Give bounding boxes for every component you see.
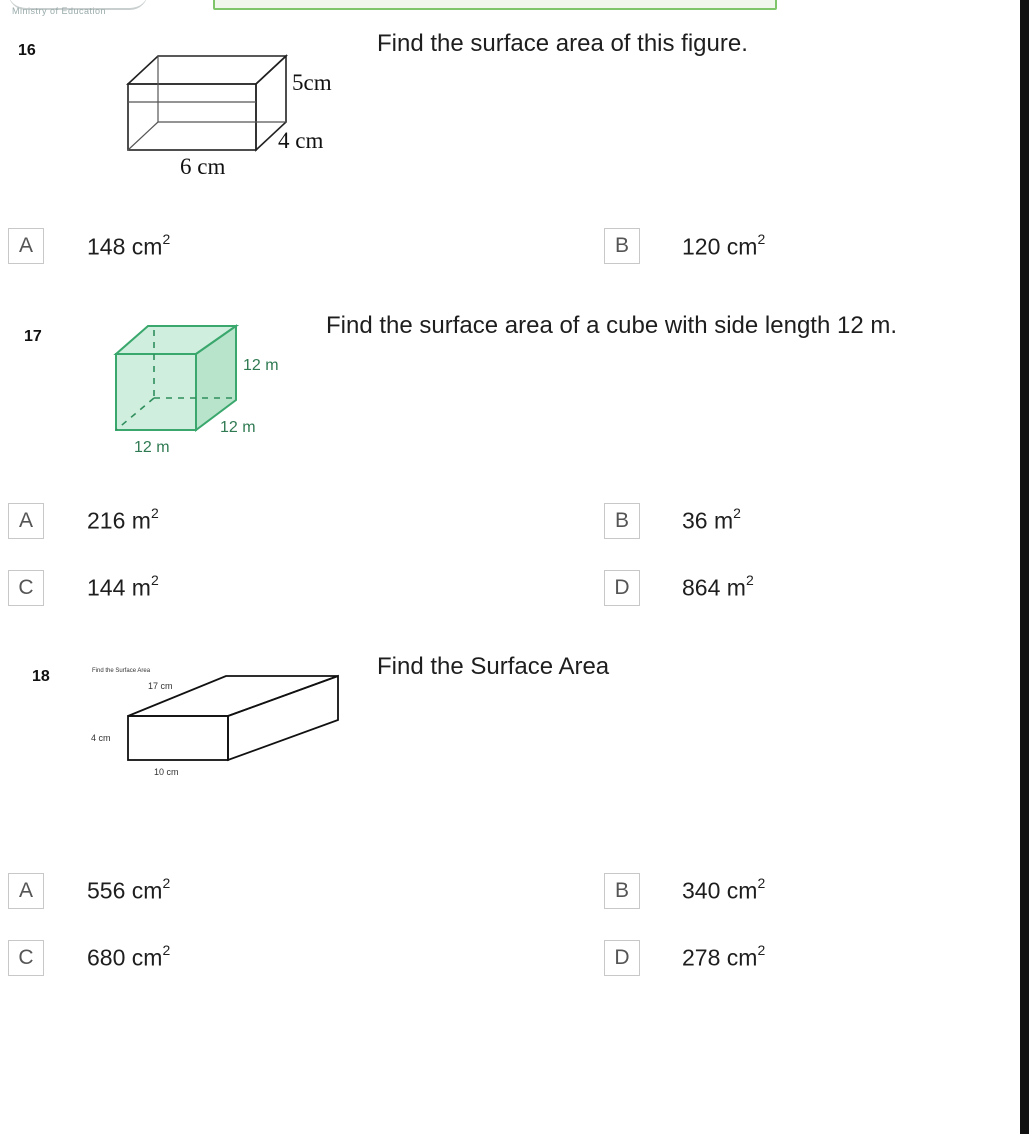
option-18-c-letter[interactable]: C xyxy=(8,940,44,976)
option-18-a-value[interactable]: 556 $cm^2$ xyxy=(87,875,171,904)
box-side-face xyxy=(228,676,338,760)
option-18-b-value[interactable]: 340 $cm^2$ xyxy=(682,875,766,904)
box-width-label: 10 cm xyxy=(154,767,179,777)
page-right-border xyxy=(1020,0,1029,1134)
question-17-text: Find the surface area of a cube with side length 12 m. xyxy=(326,312,897,339)
header-title-bar xyxy=(213,0,777,10)
prism-width-label: 6 cm xyxy=(180,154,226,179)
prism-top-face xyxy=(128,56,286,84)
box-front-face xyxy=(128,716,228,760)
question-17-cube-figure xyxy=(108,318,303,460)
prism-front-face xyxy=(128,84,256,150)
option-16-b-value[interactable]: 120 $cm^2$ xyxy=(682,231,766,260)
option-17-b-letter[interactable]: B xyxy=(604,503,640,539)
box-height-label: 4 cm xyxy=(91,733,111,743)
option-17-a-letter[interactable]: A xyxy=(8,503,44,539)
option-16-a-letter[interactable]: A xyxy=(8,228,44,264)
logo-caption: Ministry of Education xyxy=(12,6,107,16)
option-18-b-letter[interactable]: B xyxy=(604,873,640,909)
option-16-a-value[interactable]: 148 $cm^2$ xyxy=(87,231,171,260)
option-17-c-value[interactable]: 144 $m^2$ xyxy=(87,572,159,601)
option-17-c-letter[interactable]: C xyxy=(8,570,44,606)
prism-depth-label: 4 cm xyxy=(278,128,324,153)
question-16-number: 16 xyxy=(18,42,36,59)
option-18-d-letter[interactable]: D xyxy=(604,940,640,976)
question-18-box-figure xyxy=(86,662,346,784)
option-18-c-value[interactable]: 680 $cm^2$ xyxy=(87,942,171,971)
question-16-text: Find the surface area of this figure. xyxy=(377,30,748,57)
cube-front-face xyxy=(116,354,196,430)
option-17-a-value[interactable]: 216 $m^2$ xyxy=(87,505,159,534)
question-16-prism-figure xyxy=(118,48,358,183)
option-17-d-value[interactable]: 864 $m^2$ xyxy=(682,572,754,601)
option-16-b-letter[interactable]: B xyxy=(604,228,640,264)
page-header xyxy=(0,0,1020,22)
option-18-d-value[interactable]: 278 $cm^2$ xyxy=(682,942,766,971)
question-17-number: 17 xyxy=(24,328,42,345)
cube-height-label: 12 m xyxy=(243,357,279,374)
option-17-d-letter[interactable]: D xyxy=(604,570,640,606)
cube-depth-label: 12 m xyxy=(220,419,256,436)
prism-height-label: 5cm xyxy=(292,70,332,95)
option-18-a-letter[interactable]: A xyxy=(8,873,44,909)
box-figure-caption: Find the Surface Area xyxy=(92,668,151,674)
question-18-text: Find the Surface Area xyxy=(377,653,610,680)
box-length-label: 17 cm xyxy=(148,681,173,691)
question-18-number: 18 xyxy=(32,668,50,685)
option-17-b-value[interactable]: 36 $m^2$ xyxy=(682,505,741,534)
cube-width-label: 12 m xyxy=(134,439,170,456)
